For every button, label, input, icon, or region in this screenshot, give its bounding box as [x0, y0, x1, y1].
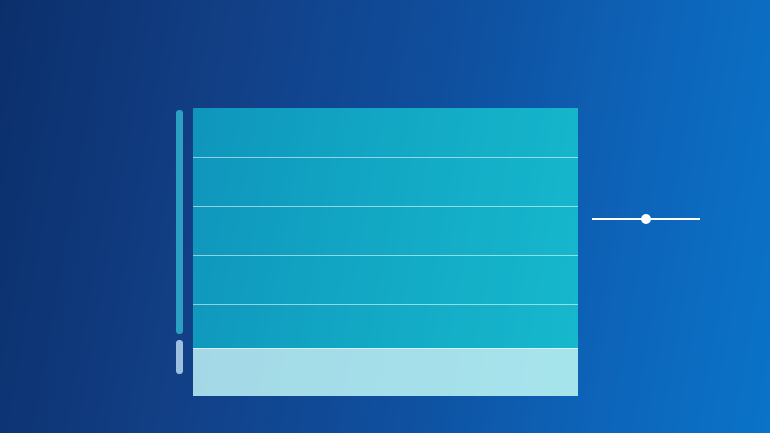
x-axis-labels [193, 400, 578, 418]
legend-dot-icon [641, 214, 651, 224]
legend-marker [592, 212, 752, 226]
axis-indicator-long-term [176, 340, 183, 374]
chart-plot-area [193, 108, 578, 396]
chart-legend [592, 212, 752, 236]
series-line [193, 108, 578, 396]
axis-indicator-short-term [176, 110, 183, 334]
